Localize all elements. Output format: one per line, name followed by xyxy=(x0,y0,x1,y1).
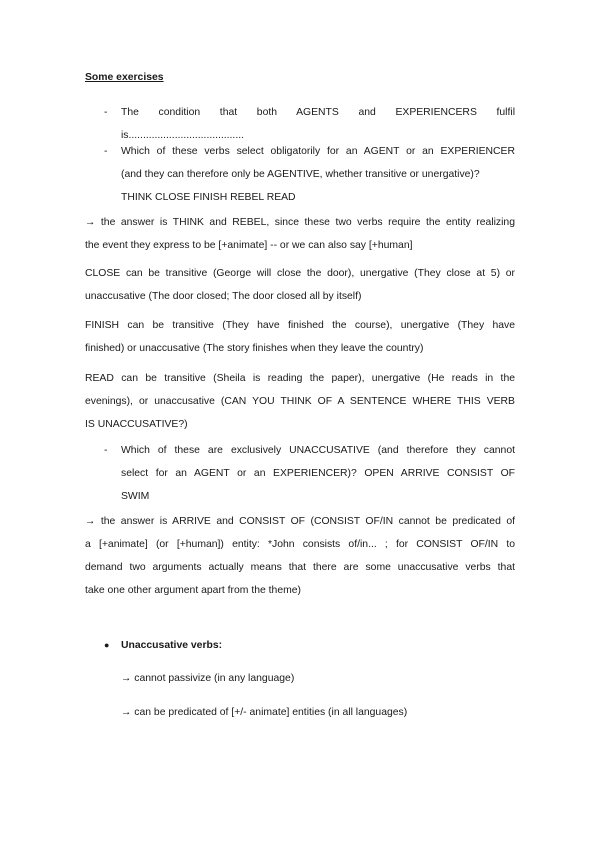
finish-line-1: FINISH can be transitive (They have finished the course), unergative (They have xyxy=(85,320,515,331)
unaccusative-heading: Unaccusative verbs: xyxy=(121,640,223,651)
exercise-2 xyxy=(121,140,515,209)
answer-1-line-2: the event they express to be [+animate] -- or we can also say [+human] xyxy=(85,240,413,251)
unaccusative-point-1: → cannot passivize (in any language) xyxy=(121,673,295,684)
exercise-1-line-2: is........................................ xyxy=(121,130,244,141)
answer-2-line-1: → the answer is ARRIVE and CONSIST OF (CONSIST OF/IN cannot be predicated of xyxy=(85,516,515,527)
exercise-3-line-3: SWIM xyxy=(121,491,150,502)
exercise-2-line-1: Which of these verbs select obligatorily for an AGENT or an EXPERIENCER xyxy=(121,146,515,157)
finish-line-2: finished) or unaccusative (The story finishes when they leave the country) xyxy=(85,343,424,354)
exercise-2-line-2: (and they can therefore only be AGENTIVE, whether transitive or unergative)? xyxy=(121,169,480,180)
exercise-1-line-1: The condition that both AGENTS and EXPERIENCERS fulfil xyxy=(121,107,515,118)
exercise-3-line-1: Which of these are exclusively UNACCUSATIVE (and therefore they cannot xyxy=(121,445,515,456)
read-line-3: IS UNACCUSATIVE?) xyxy=(85,419,188,430)
unaccusative-point-2: → can be predicated of [+/- animate] entities (in all languages) xyxy=(121,707,408,718)
finish-paragraph xyxy=(85,314,515,360)
close-line-2: unaccusative (The door closed; The door closed all by itself) xyxy=(85,291,362,302)
section-title: Some exercises xyxy=(85,72,164,83)
read-line-2: evenings), or unaccusative (CAN YOU THINK OF A SENTENCE WHERE THIS VERB xyxy=(85,396,515,407)
answer-2-line-3: demand two arguments actually means that there are some unaccusative verbs that xyxy=(85,562,515,573)
read-paragraph xyxy=(85,367,515,436)
dash-marker: - xyxy=(104,445,108,456)
exercise-2-line-3: THINK CLOSE FINISH REBEL READ xyxy=(121,192,296,203)
answer-2-paragraph xyxy=(85,510,515,602)
answer-1-paragraph xyxy=(85,211,515,257)
answer-1-line-1: → the answer is THINK and REBEL, since these two verbs require the entity realizing xyxy=(85,217,515,228)
exercise-3 xyxy=(121,439,515,508)
answer-2-line-2: a [+animate] (or [+human]) entity: *John consists of/in... ; for CONSIST OF/IN to xyxy=(85,539,515,550)
bullet-icon: ● xyxy=(104,640,110,650)
exercise-3-line-2: select for an AGENT or an EXPERIENCER)? OPEN ARRIVE CONSIST OF xyxy=(121,468,515,479)
close-paragraph xyxy=(85,262,515,308)
dash-marker: - xyxy=(104,107,108,118)
dash-marker: - xyxy=(104,146,108,157)
read-line-1: READ can be transitive (Sheila is reading the paper), unergative (He reads in the xyxy=(85,373,515,384)
answer-2-line-4: take one other argument apart from the theme) xyxy=(85,585,302,596)
close-line-1: CLOSE can be transitive (George will close the door), unergative (They close at 5) or xyxy=(85,268,515,279)
